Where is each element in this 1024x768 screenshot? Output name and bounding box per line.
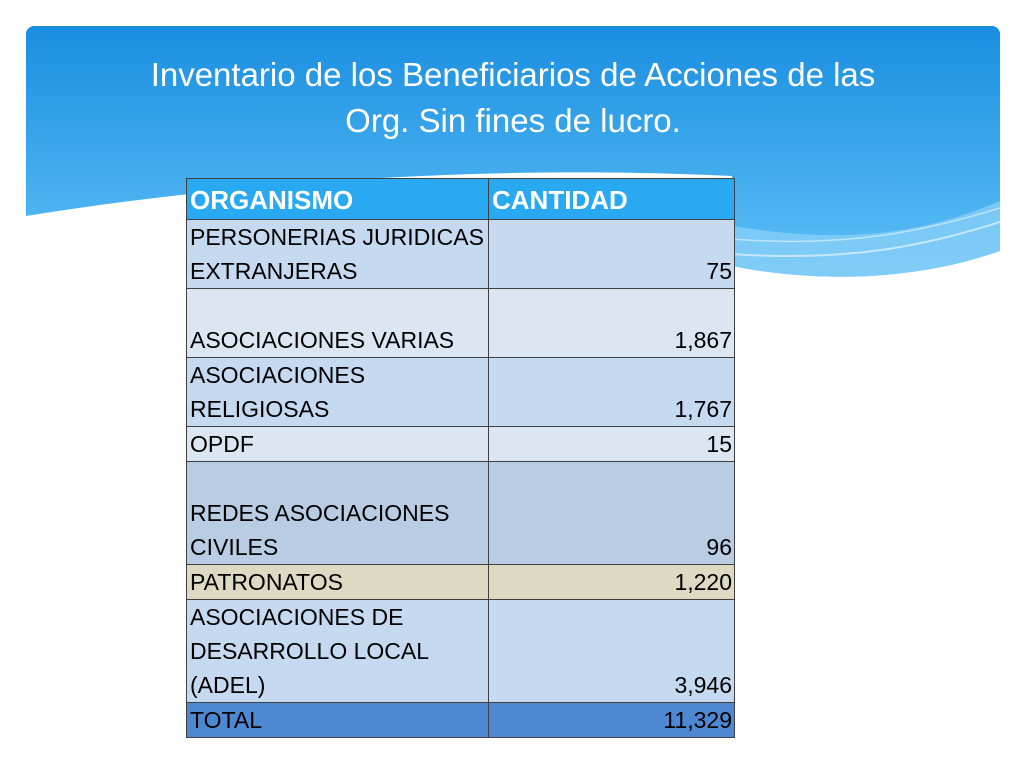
slide-title-line-1: Inventario de los Beneficiarios de Acciones de las — [150, 56, 876, 93]
slide-title-line-2: Org. Sin fines de lucro. — [345, 102, 681, 139]
cantidad-cell: 96 — [489, 462, 735, 565]
total-value: 11,329 — [489, 703, 735, 738]
cantidad-cell: 1,767 — [489, 358, 735, 427]
total-row — [187, 703, 735, 738]
table-row — [187, 289, 735, 358]
column-header-organismo: ORGANISMO — [187, 179, 489, 220]
organismo-cell: ASOCIACIONES VARIAS — [187, 289, 489, 358]
table-header-row — [187, 179, 735, 220]
slide-title — [26, 52, 1000, 144]
table-row — [187, 600, 735, 703]
table-row — [187, 358, 735, 427]
cantidad-cell: 3,946 — [489, 600, 735, 703]
table-row — [187, 462, 735, 565]
cantidad-cell: 1,220 — [489, 565, 735, 600]
organismo-cell: REDES ASOCIACIONES CIVILES — [187, 462, 489, 565]
total-label: TOTAL — [187, 703, 489, 738]
organismo-cell: ASOCIACIONES DE DESARROLLO LOCAL (ADEL) — [187, 600, 489, 703]
cantidad-cell: 15 — [489, 427, 735, 462]
table-row — [187, 427, 735, 462]
organismo-cell: PATRONATOS — [187, 565, 489, 600]
organismo-cell: PERSONERIAS JURIDICAS EXTRANJERAS — [187, 220, 489, 289]
organismo-cell: ASOCIACIONES RELIGIOSAS — [187, 358, 489, 427]
beneficiaries-table — [186, 178, 735, 738]
column-header-cantidad: CANTIDAD — [489, 179, 735, 220]
table-row — [187, 565, 735, 600]
cantidad-cell: 75 — [489, 220, 735, 289]
table-row — [187, 220, 735, 289]
organismo-cell: OPDF — [187, 427, 489, 462]
cantidad-cell: 1,867 — [489, 289, 735, 358]
